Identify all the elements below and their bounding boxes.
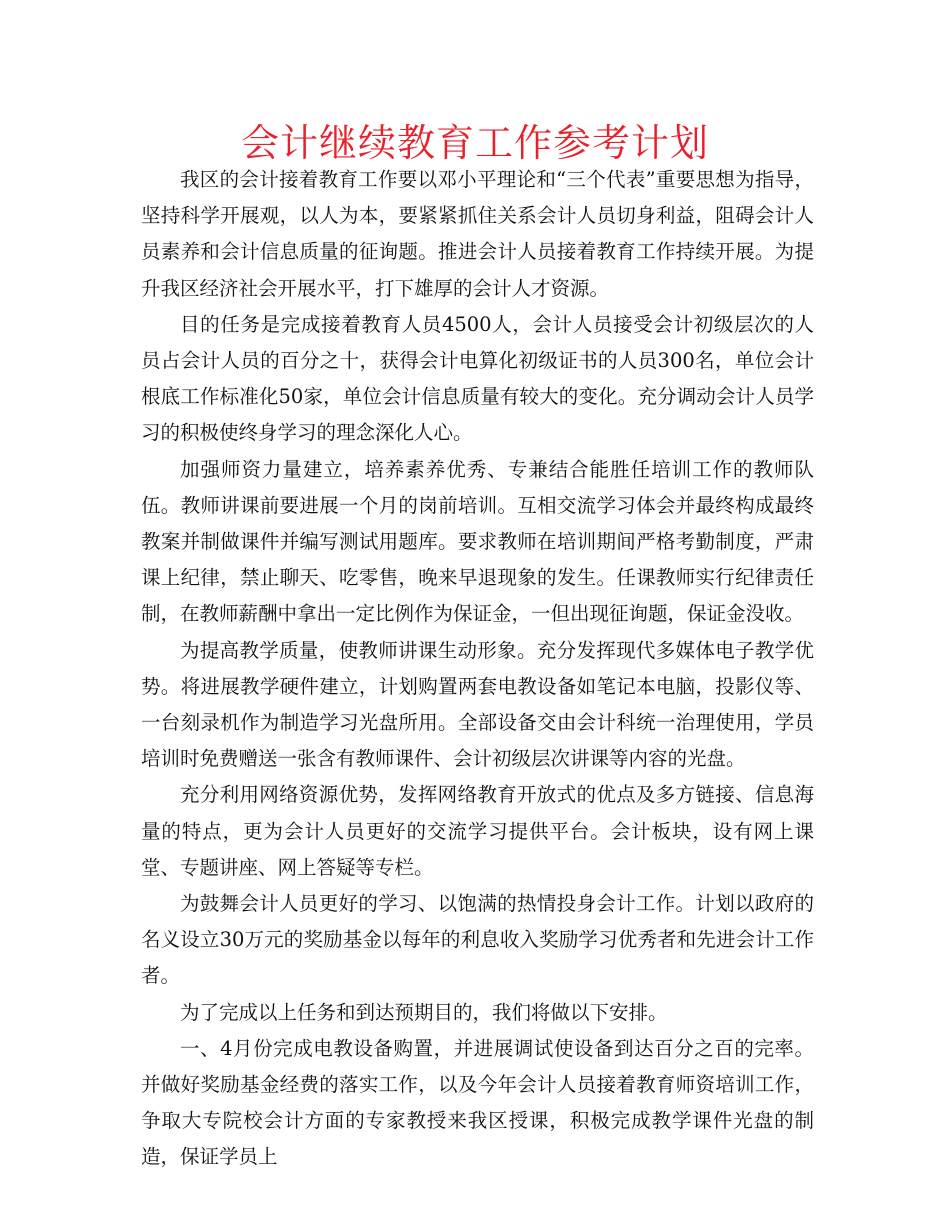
paragraph-teacher-team: 加强师资力量建立，培养素养优秀、专兼结合能胜任培训工作的教师队伍。教师讲课前要进展一个月的岗前培训。互相交流学习体会并最终构成最终教案并制做课件并编写测试用题库。要求教师在培训期间严格考勤制度，严肃课上纪律，禁止聊天、吃零售，晚来早退现象的发生。任课教师实行纪律责任制，在教师薪酬中拿出一定比例作为保证金，一但出现征询题，保证金没收。 bbox=[141, 457, 814, 626]
paragraph-arrangement-intro: 为了完成以上任务和到达预期目的，我们将做以下安排。 bbox=[180, 1000, 668, 1024]
paragraph-goals: 目的任务是完成接着教育人员4500人，会计人员接受会计初级层次的人员占会计人员的百分之十，获得会计电算化初级证书的人员300名，单位会计根底工作标准化50家，单位会计信息质量有较大的变化。充分调动会计人员学习的积极使终身学习的理念深化人心。 bbox=[141, 312, 814, 445]
paragraph-teaching-quality: 为提高教学质量，使教师讲课生动形象。充分发挥现代多媒体电子教学优势。将进展教学硬件建立，计划购置两套电教设备如笔记本电脑，投影仪等、一台刻录机作为制造学习光盘所用。全部设备交由会计科统一治理使用，学员培训时免费赠送一张含有教师课件、会计初级层次讲课等内容的光盘。 bbox=[141, 638, 814, 771]
paragraph-reward-fund: 为鼓舞会计人员更好的学习、以饱满的热情投身会计工作。计划以政府的名义设立30万元的奖励基金以每年的利息收入奖励学习优秀者和先进会计工作者。 bbox=[141, 892, 814, 988]
paragraph-guiding-principle: 我区的会计接着教育工作要以邓小平理论和“三个代表”重要思想为指导，坚持科学开展观，以人为本，要紧紧抓住关系会计人员切身利益，阻碍会计人员素养和会计信息质量的征询题。推进会计人员接着教育工作持续开展。为提升我区经济社会开展水平，打下雄厚的会计人才资源。 bbox=[141, 168, 814, 300]
paragraph-april-plan: 一、4月份完成电教设备购置，并进展调试使设备到达百分之百的完率。并做好奖励基金经费的落实工作，以及今年会计人员接着教育师资培训工作，争取大专院校会计方面的专家教授来我区授课，积极完成教学课件光盘的制造，保证学员上 bbox=[141, 1036, 814, 1169]
document-body bbox=[141, 162, 814, 1176]
paragraph-network-resources: 充分利用网络资源优势，发挥网络教育开放式的优点及多方链接、信息海量的特点，更为会计人员更好的交流学习提供平台。会计板块，设有网上课堂、专题讲座、网上答疑等专栏。 bbox=[141, 783, 814, 879]
document-title: 会计继续教育工作参考计划 bbox=[240, 121, 709, 165]
